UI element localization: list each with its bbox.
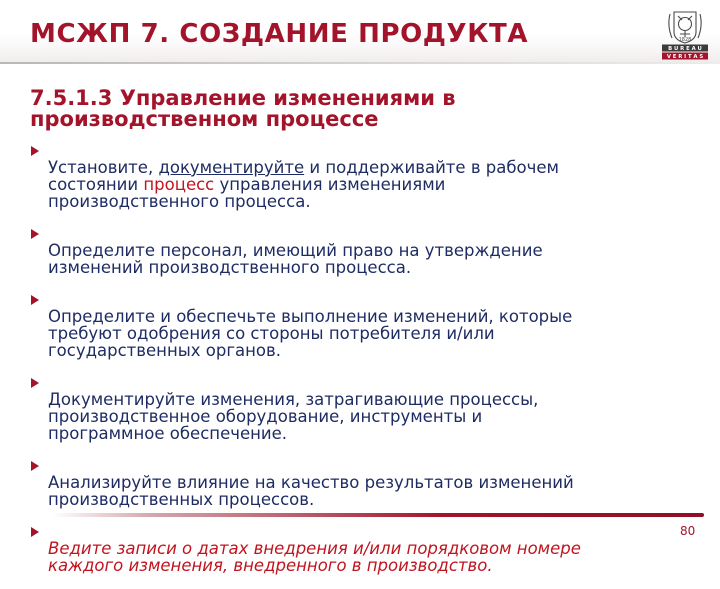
footer-divider	[52, 513, 704, 517]
bullet-text: Определите персонал, имеющий право на утверждение изменений производственного процесса.	[48, 241, 543, 277]
bullet-arrow-icon	[31, 527, 39, 537]
bullet-item	[28, 225, 698, 276]
bullet-text: Документируйте изменения, затрагивающие процессы, производственное оборудование, инструменты и программное обеспечение.	[48, 390, 539, 443]
bullet-text: управления изменениями производственного процесса.	[48, 175, 446, 211]
header-divider	[0, 62, 720, 64]
bullet-text-emphasis: Ведите записи о датах внедрения и/или порядковом номере каждого изменения, внедренного в производство.	[48, 539, 581, 575]
logo-bureau-text: B U R E A U	[668, 46, 702, 53]
bullet-arrow-icon	[31, 146, 39, 156]
logo-veritas-text: V E R I T A S	[666, 54, 704, 60]
bullet-list	[28, 142, 698, 589]
logo-date-text: 1828	[678, 37, 692, 43]
bullet-item	[28, 291, 698, 359]
bullet-item	[28, 523, 698, 574]
slide-title: МСЖП 7. СОЗДАНИЕ ПРОДУКТА	[30, 19, 529, 49]
bullet-item	[28, 142, 698, 210]
document-link[interactable]: документируйте	[158, 158, 305, 177]
bullet-text: Установите,	[48, 158, 159, 177]
bullet-text: Определите и обеспечьте выполнение изменений, которые требуют одобрения со стороны потребителя и/или государственных органов.	[48, 307, 573, 360]
bureau-veritas-logo	[656, 6, 714, 60]
bullet-text: Анализируйте влияние на качество результатов изменений производственных процессов.	[48, 473, 574, 509]
bullet-arrow-icon	[31, 229, 39, 239]
bullet-arrow-icon	[31, 461, 39, 471]
section-subtitle: 7.5.1.3 Управление изменениями в производственном процессе	[30, 86, 456, 131]
bullet-item	[28, 374, 698, 442]
process-highlight: процесс	[143, 175, 215, 194]
bullet-arrow-icon	[31, 378, 39, 388]
page-number: 80	[680, 524, 696, 538]
bullet-arrow-icon	[31, 295, 39, 305]
bullet-item	[28, 457, 698, 508]
bullet-text: и поддерживайте в рабочем состоянии	[48, 158, 559, 194]
